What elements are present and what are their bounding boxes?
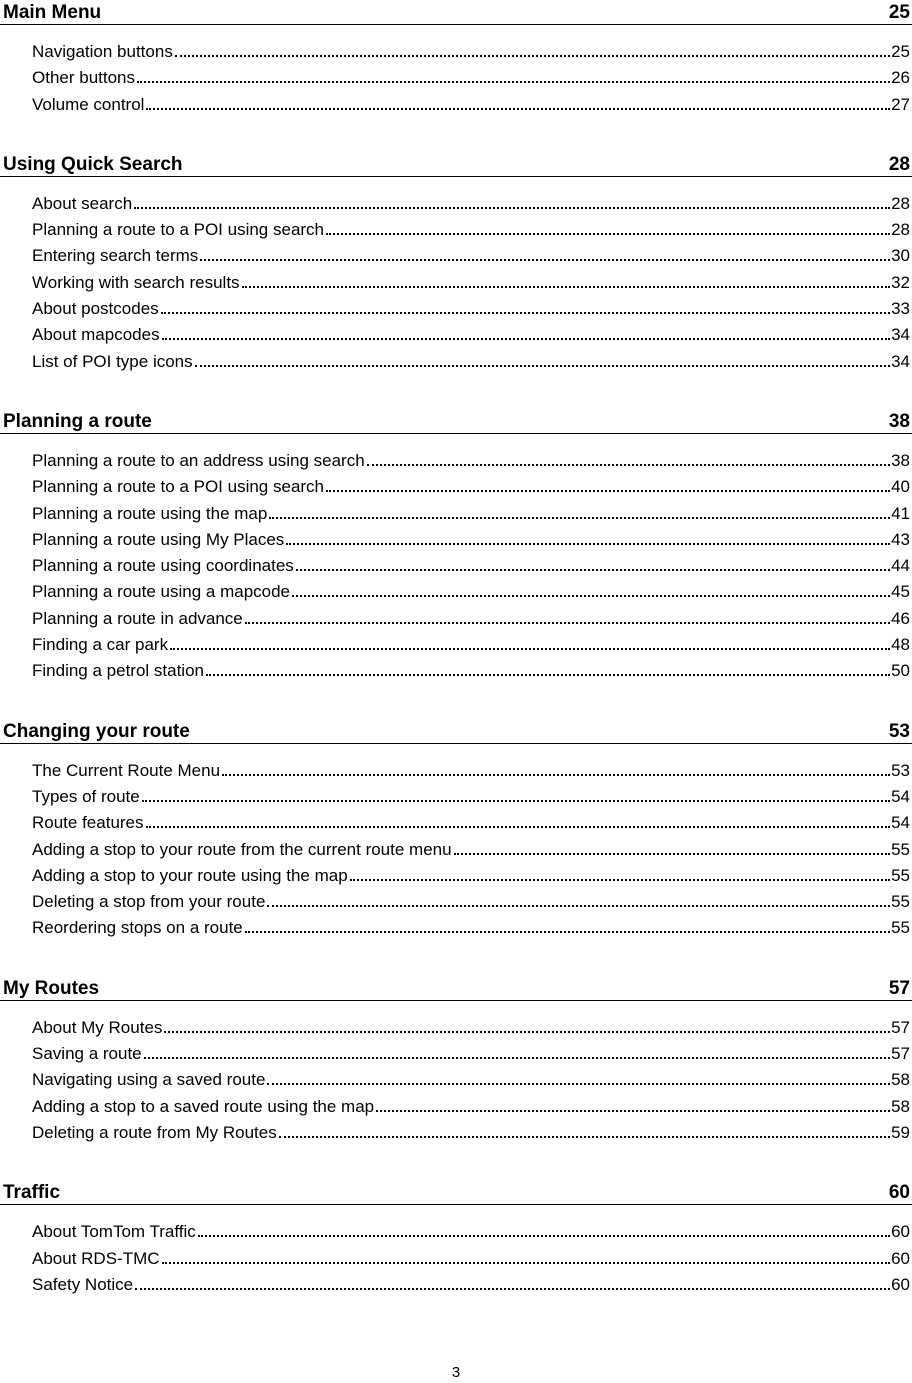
dot-leader <box>292 594 890 597</box>
dot-leader <box>135 1287 890 1290</box>
entry-page-number: 30 <box>891 246 910 266</box>
section-page-number: 53 <box>888 720 910 742</box>
page-number: 3 <box>451 1364 461 1381</box>
entry-title: Adding a stop to your route using the map <box>32 865 348 885</box>
entry-title: About mapcodes <box>32 325 160 345</box>
toc-entry[interactable] <box>32 474 910 500</box>
entry-page-number: 57 <box>891 1017 910 1037</box>
toc-entry[interactable] <box>32 1015 910 1041</box>
toc-entry[interactable] <box>32 527 910 553</box>
entry-title: About RDS-TMC <box>32 1248 160 1268</box>
entry-page-number: 32 <box>891 272 910 292</box>
entry-page-number: 44 <box>891 556 910 576</box>
entry-page-number: 60 <box>891 1274 910 1294</box>
entry-title: About TomTom Traffic <box>32 1222 196 1242</box>
entry-page-number: 46 <box>891 608 910 628</box>
entry-title: Planning a route in advance <box>32 608 243 628</box>
section-page-number: 60 <box>888 1182 910 1204</box>
section-page-number: 38 <box>888 410 910 432</box>
toc-entry[interactable] <box>32 217 910 243</box>
toc-section <box>0 719 912 976</box>
entry-title: List of POI type icons <box>32 351 193 371</box>
dot-leader <box>269 516 890 519</box>
entry-page-number: 48 <box>891 635 910 655</box>
entry-title: Route features <box>32 813 144 833</box>
dot-leader <box>326 232 890 235</box>
toc-entry[interactable] <box>32 92 910 118</box>
toc-entry[interactable] <box>32 553 910 579</box>
entry-page-number: 25 <box>891 42 910 61</box>
dot-leader <box>162 337 890 340</box>
toc-entry[interactable] <box>32 784 910 810</box>
entry-title: Finding a car park <box>32 635 169 655</box>
entry-page-number: 60 <box>891 1222 910 1242</box>
dot-leader <box>175 54 890 57</box>
entry-title: Navigation buttons <box>32 42 173 61</box>
entry-list <box>0 434 912 685</box>
toc-entry[interactable] <box>32 658 910 684</box>
dot-leader <box>137 80 890 83</box>
entry-page-number: 55 <box>891 865 910 885</box>
entry-page-number: 41 <box>891 503 910 523</box>
entry-page-number: 58 <box>891 1096 910 1116</box>
section-spacer <box>0 685 912 719</box>
dot-leader <box>454 852 891 855</box>
toc-entry[interactable] <box>32 889 910 915</box>
entry-title: Volume control <box>32 94 145 114</box>
entry-page-number: 43 <box>891 529 910 549</box>
toc-entry[interactable] <box>32 810 910 836</box>
entry-page-number: 40 <box>891 477 910 497</box>
section-title: Changing your route <box>3 720 190 742</box>
entry-title: Planning a route using My Places <box>32 529 285 549</box>
entry-title: Planning a route to a POI using search <box>32 220 325 240</box>
entry-page-number: 28 <box>891 193 910 213</box>
entry-title: Safety Notice <box>32 1274 134 1294</box>
entry-title: About postcodes <box>32 299 159 319</box>
toc-entry[interactable] <box>32 1219 910 1245</box>
entry-title: Planning a route using coordinates <box>32 556 294 576</box>
entry-page-number: 55 <box>891 918 910 938</box>
dot-leader <box>267 904 890 907</box>
dot-leader <box>222 773 890 776</box>
toc-entry[interactable] <box>32 39 910 65</box>
section-heading[interactable] <box>0 409 912 434</box>
toc-section <box>0 0 912 152</box>
entry-list <box>0 25 912 118</box>
entry-page-number: 53 <box>891 760 910 780</box>
entry-page-number: 59 <box>891 1122 910 1142</box>
dot-leader <box>161 311 890 314</box>
dot-leader <box>162 1261 891 1264</box>
dot-leader <box>286 542 890 545</box>
section-heading[interactable] <box>0 976 912 1001</box>
toc-section <box>0 409 912 719</box>
toc-entry[interactable] <box>32 501 910 527</box>
entry-list <box>0 744 912 942</box>
entry-title: About My Routes <box>32 1017 163 1037</box>
entry-page-number: 45 <box>891 582 910 602</box>
dot-leader <box>267 1082 890 1085</box>
dot-leader <box>245 621 890 624</box>
toc-entry[interactable] <box>32 606 910 632</box>
entry-title: Finding a petrol station <box>32 661 204 681</box>
section-heading[interactable] <box>0 719 912 744</box>
toc-entry[interactable] <box>32 322 910 348</box>
toc-entry[interactable] <box>32 1246 910 1272</box>
dot-leader <box>134 206 890 209</box>
entry-title: Deleting a route from My Routes <box>32 1122 277 1142</box>
section-title: Traffic <box>3 1182 61 1204</box>
section-page-number: 25 <box>888 2 910 23</box>
entry-page-number: 58 <box>891 1070 910 1090</box>
toc-entry[interactable] <box>32 1067 910 1093</box>
entry-page-number: 54 <box>891 813 910 833</box>
entry-page-number: 38 <box>891 450 910 470</box>
entry-title: Other buttons <box>32 68 136 88</box>
toc-entry[interactable] <box>32 296 910 322</box>
section-title: Main Menu <box>3 2 102 23</box>
section-heading[interactable] <box>0 152 912 177</box>
toc-section <box>0 976 912 1180</box>
dot-leader <box>146 825 891 828</box>
section-heading[interactable] <box>0 0 912 25</box>
dot-leader <box>195 364 890 367</box>
entry-page-number: 28 <box>891 220 910 240</box>
entry-page-number: 33 <box>891 299 910 319</box>
dot-leader <box>296 568 890 571</box>
entry-page-number: 57 <box>891 1044 910 1064</box>
section-title: Planning a route <box>3 410 152 432</box>
toc-entry[interactable] <box>32 863 910 889</box>
dot-leader <box>198 1234 890 1237</box>
entry-title: Saving a route <box>32 1044 142 1064</box>
entry-page-number: 34 <box>891 351 910 371</box>
dot-leader <box>367 463 890 466</box>
dot-leader <box>206 673 890 676</box>
toc-entry[interactable] <box>32 1272 910 1298</box>
entry-list <box>0 1205 912 1298</box>
entry-title: Planning a route using a mapcode <box>32 582 291 602</box>
toc-entry[interactable] <box>32 1120 910 1146</box>
entry-title: The Current Route Menu <box>32 760 221 780</box>
toc-section <box>0 1180 912 1298</box>
section-heading[interactable] <box>0 1180 912 1205</box>
toc-section <box>0 152 912 409</box>
dot-leader <box>142 799 890 802</box>
toc-entry[interactable] <box>32 1041 910 1067</box>
toc-entry[interactable] <box>32 915 910 941</box>
entry-title: Working with search results <box>32 272 240 292</box>
section-spacer <box>0 942 912 976</box>
entry-title: Types of route <box>32 786 140 806</box>
entry-title: Navigating using a saved route <box>32 1070 266 1090</box>
entry-page-number: 60 <box>891 1248 910 1268</box>
toc-entry[interactable] <box>32 579 910 605</box>
entry-page-number: 55 <box>891 839 910 859</box>
entry-title: Planning a route to a POI using search <box>32 477 325 497</box>
dot-leader <box>164 1030 890 1033</box>
entry-title: Adding a stop to your route from the current route menu <box>32 839 452 859</box>
dot-leader <box>350 878 890 881</box>
dot-leader <box>326 489 890 492</box>
toc-entry[interactable] <box>32 270 910 296</box>
section-spacer <box>0 375 912 409</box>
entry-page-number: 27 <box>891 94 910 114</box>
entry-list <box>0 1001 912 1146</box>
entry-page-number: 50 <box>891 661 910 681</box>
toc-entry[interactable] <box>32 837 910 863</box>
section-title: My Routes <box>3 977 100 999</box>
dot-leader <box>245 930 890 933</box>
toc-entry[interactable] <box>32 632 910 658</box>
toc-entry[interactable] <box>32 1094 910 1120</box>
section-page-number: 28 <box>888 153 910 175</box>
entry-title: Entering search terms <box>32 246 199 266</box>
dot-leader <box>146 107 890 110</box>
toc-entry[interactable] <box>32 448 910 474</box>
dot-leader <box>242 285 891 288</box>
toc-entry[interactable] <box>32 191 910 217</box>
dot-leader <box>144 1056 890 1059</box>
entry-list <box>0 177 912 375</box>
entry-page-number: 55 <box>891 892 910 912</box>
dot-leader <box>200 258 890 261</box>
toc-entry[interactable] <box>32 243 910 269</box>
entry-title: Planning a route using the map <box>32 503 268 523</box>
entry-title: Adding a stop to a saved route using the map <box>32 1096 375 1116</box>
toc-entry[interactable] <box>32 349 910 375</box>
dot-leader <box>279 1135 890 1138</box>
dot-leader <box>376 1109 890 1112</box>
entry-title: Reordering stops on a route <box>32 918 243 938</box>
entry-page-number: 54 <box>891 786 910 806</box>
entry-title: Planning a route to an address using search <box>32 450 365 470</box>
section-spacer <box>0 1146 912 1180</box>
entry-title: About search <box>32 193 133 213</box>
section-spacer <box>0 118 912 152</box>
section-title: Using Quick Search <box>3 153 183 175</box>
entry-page-number: 26 <box>891 68 910 88</box>
entry-page-number: 34 <box>891 325 910 345</box>
section-page-number: 57 <box>888 977 910 999</box>
toc-entry[interactable] <box>32 65 910 91</box>
dot-leader <box>170 647 890 650</box>
entry-title: Deleting a stop from your route <box>32 892 266 912</box>
toc-entry[interactable] <box>32 758 910 784</box>
